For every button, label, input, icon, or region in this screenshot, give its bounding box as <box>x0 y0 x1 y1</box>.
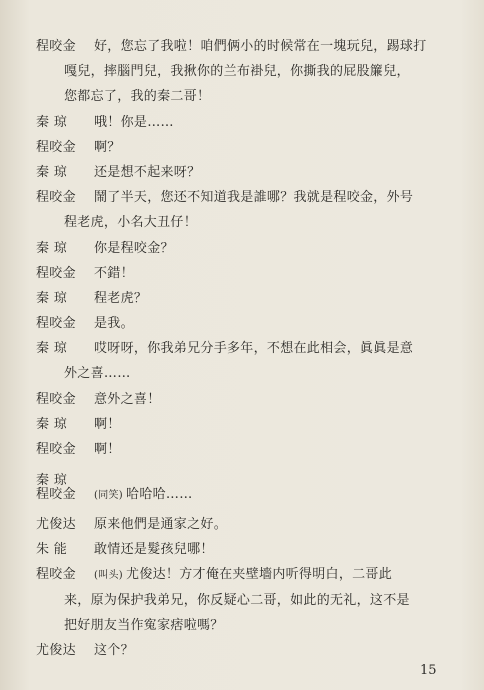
dialogue-text <box>94 642 134 659</box>
speaker-name: 尤俊达 <box>36 517 76 532</box>
script-line <box>36 365 466 382</box>
script-line <box>36 63 466 80</box>
speaker-name: 秦 琼 <box>36 341 68 356</box>
speaker-name: 秦 琼 <box>36 115 68 130</box>
dialogue-line: 程老虎？ <box>94 291 148 306</box>
speaker-name: 程咬金 <box>36 487 76 502</box>
dialogue-continuation: 来，原为保护我弟兄，你反疑心二哥，如此的无礼，这不是 <box>64 593 410 608</box>
dialogue-line: 还是想不起来呀？ <box>94 165 201 180</box>
dialogue-text <box>94 290 147 307</box>
dialogue-line: 意外之喜！ <box>94 392 161 407</box>
script-line <box>36 88 466 105</box>
speaker-name: 秦 琼 <box>36 291 68 306</box>
dialogue-text <box>94 416 121 433</box>
dialogue-text <box>94 139 121 156</box>
script-line <box>36 189 466 206</box>
dialogue-line: 哎呀呀，你我弟兄分手多年，不想在此相会，眞眞是意 <box>94 341 414 356</box>
dialogue-continuation: 程老虎，小名大丑仔！ <box>64 215 198 230</box>
speaker-name: 朱 能 <box>36 542 68 557</box>
script-line <box>36 617 466 634</box>
script-line <box>36 642 466 659</box>
script-line <box>36 38 466 55</box>
dialogue-continuation: 嘎兒，摔腦門兒，我揪你的兰布褂兒，你撕我的屁股簾兒， <box>64 64 410 79</box>
dialogue-line: 是我。 <box>94 316 134 331</box>
speaker-name: 程咬金 <box>36 266 76 281</box>
dialogue-line: 鬧了半天，您还不知道我是誰哪？我就是程咬金，外号 <box>94 190 414 205</box>
dialogue-text <box>94 516 227 533</box>
script-line <box>36 290 466 307</box>
script-line <box>36 441 466 458</box>
speaker-name: 秦 琼 <box>36 473 68 488</box>
speaker-name: 程咬金 <box>36 190 76 205</box>
dialogue-text <box>94 340 413 357</box>
dialogue-text <box>94 486 193 504</box>
script-line <box>36 416 466 433</box>
dialogue-text <box>94 38 427 55</box>
speaker-name: 尤俊达 <box>36 643 76 658</box>
page-number: 15 <box>420 663 437 678</box>
speaker-name: 程咬金 <box>36 392 76 407</box>
speaker-name: 秦 琼 <box>36 417 68 432</box>
script-line <box>36 516 466 533</box>
dialogue-line: 你是程咬金？ <box>94 241 174 256</box>
script-line <box>36 214 466 231</box>
dialogue-line: 哈哈哈…… <box>126 487 193 502</box>
script-line <box>36 391 466 408</box>
dialogue-continuation: 您都忘了，我的秦二哥！ <box>64 89 211 104</box>
speaker-name: 程咬金 <box>36 567 76 582</box>
dialogue-text <box>94 391 161 408</box>
script-line <box>36 164 466 181</box>
stage-direction: (同笑) <box>94 490 124 501</box>
script-line <box>36 265 466 282</box>
stage-direction: (叫头) <box>94 570 124 581</box>
dialogue-line: 啊！ <box>94 442 121 457</box>
dialogue-text <box>94 164 200 181</box>
dialogue-text <box>94 566 392 584</box>
dialogue-line: 啊？ <box>94 140 121 155</box>
dialogue-text <box>94 265 134 282</box>
script-line <box>36 486 466 503</box>
script-line <box>36 566 466 583</box>
dialogue-continuation: 外之喜…… <box>64 366 131 381</box>
script-line <box>36 240 466 257</box>
dialogue-line: 这个？ <box>94 643 134 658</box>
dialogue-continuation: 把好朋友当作寃家痞啦嗎？ <box>64 618 224 633</box>
speaker-name: 程咬金 <box>36 316 76 331</box>
dialogue-line: 尤俊达！方才俺在夹壁墻内听得明白，二哥此 <box>126 567 393 582</box>
script-line <box>36 315 466 332</box>
dialogue-text <box>94 541 214 558</box>
dialogue-text <box>94 114 174 131</box>
speaker-name: 程咬金 <box>36 39 76 54</box>
dialogue-text <box>94 240 174 257</box>
speaker-name: 程咬金 <box>36 442 76 457</box>
dialogue-text <box>94 441 121 458</box>
speaker-name: 程咬金 <box>36 140 76 155</box>
dialogue-line: 好，您忘了我啦！咱們俩小的时候常在一塊玩兒，踢球打 <box>94 39 427 54</box>
script-line <box>36 592 466 609</box>
speaker-name: 秦 琼 <box>36 241 68 256</box>
dialogue-text <box>94 315 134 332</box>
dialogue-line: 原来他們是通家之好。 <box>94 517 228 532</box>
speaker-name: 秦 琼 <box>36 165 68 180</box>
dialogue-line: 敢情还是髮孩兒哪！ <box>94 542 214 557</box>
script-line <box>36 139 466 156</box>
dialogue-line: 啊！ <box>94 417 121 432</box>
dialogue-line: 不錯！ <box>94 266 134 281</box>
dialogue-line: 哦！你是…… <box>94 115 174 130</box>
dialogue-text <box>94 189 413 206</box>
script-line <box>36 541 466 558</box>
script-line <box>36 114 466 131</box>
script-line <box>36 340 466 357</box>
